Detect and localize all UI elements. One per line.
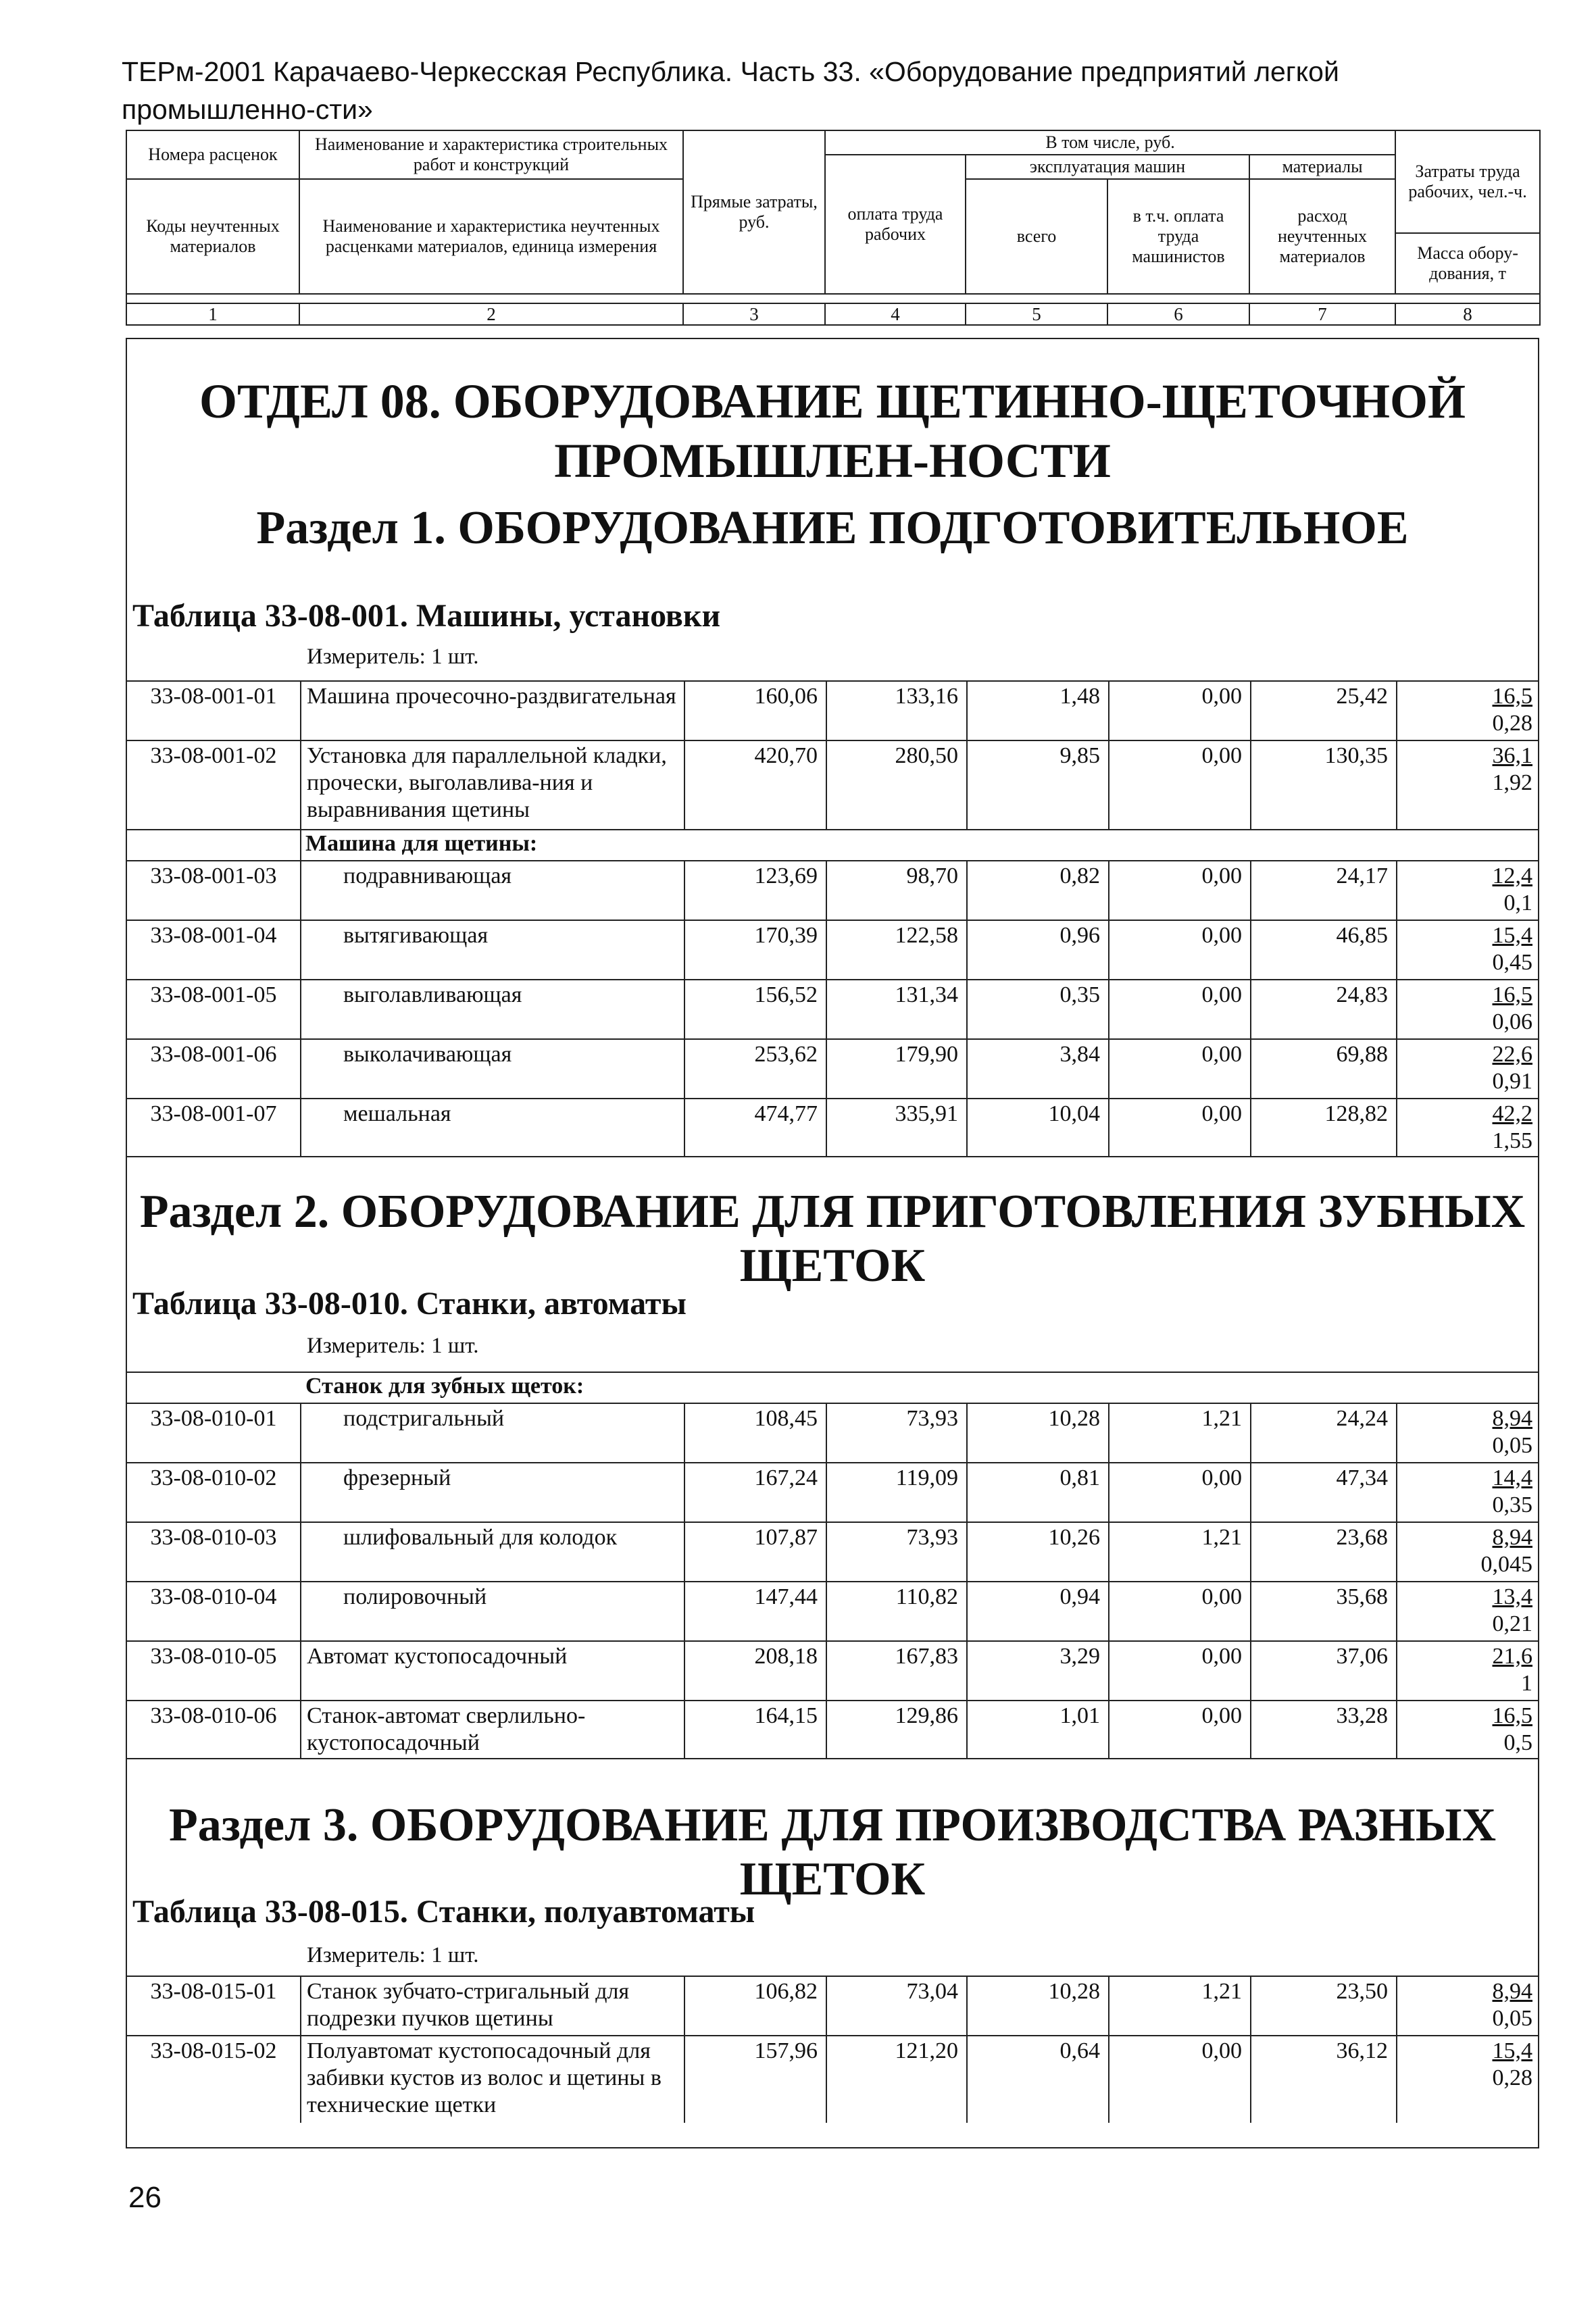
machinist-wages: 0,00 bbox=[1108, 1463, 1250, 1521]
meter-label: Измеритель: 1 шт. bbox=[307, 1943, 479, 1967]
direct-costs: 208,18 bbox=[684, 1642, 826, 1700]
wages: 73,93 bbox=[826, 1404, 966, 1462]
equipment-mass: 0,91 bbox=[1492, 1069, 1532, 1094]
machinist-wages: 0,00 bbox=[1108, 921, 1250, 979]
group-label: Машина для щетины: bbox=[305, 831, 538, 856]
col-number: 4 bbox=[825, 303, 966, 325]
group-divider bbox=[127, 829, 1538, 830]
col-operation: эксплуатация машин bbox=[966, 155, 1249, 179]
col-7: расход неучтенных материалов bbox=[1249, 179, 1395, 294]
equipment-mass: 0,05 bbox=[1492, 2006, 1532, 2031]
materials: 128,82 bbox=[1250, 1099, 1396, 1156]
row-code: 33-08-010-02 bbox=[150, 1465, 277, 1490]
machine-total: 1,48 bbox=[966, 682, 1108, 740]
equipment-mass: 0,28 bbox=[1492, 2065, 1532, 2090]
direct-costs: 157,96 bbox=[684, 2036, 826, 2123]
col-4: оплата труда рабочих bbox=[825, 155, 966, 294]
direct-costs: 474,77 bbox=[684, 1099, 826, 1156]
row-name: выколачивающая bbox=[300, 1040, 684, 1098]
row-code: 33-08-001-01 bbox=[150, 684, 277, 709]
row-name: шлифовальный для колодок bbox=[300, 1523, 684, 1581]
col-number: 1 bbox=[126, 303, 299, 325]
col-materials: материалы bbox=[1249, 155, 1395, 179]
labor-cost: 36,1 bbox=[1492, 743, 1532, 768]
column-divider bbox=[300, 829, 301, 860]
labor-cost: 8,94 bbox=[1492, 1406, 1532, 1431]
labor-mass bbox=[1396, 1642, 1541, 1700]
machinist-wages: 0,00 bbox=[1108, 741, 1250, 829]
materials: 47,34 bbox=[1250, 1463, 1396, 1521]
row-code: 33-08-001-07 bbox=[150, 1101, 277, 1126]
row-name: подравнивающая bbox=[300, 861, 684, 920]
wages: 98,70 bbox=[826, 861, 966, 920]
materials: 69,88 bbox=[1250, 1040, 1396, 1098]
row-name: фрезерный bbox=[300, 1463, 684, 1521]
row-code: 33-08-001-05 bbox=[150, 982, 277, 1007]
wages: 73,93 bbox=[826, 1523, 966, 1581]
machine-total: 9,85 bbox=[966, 741, 1108, 829]
equipment-mass: 0,05 bbox=[1492, 1433, 1532, 1458]
table-row bbox=[127, 1403, 1538, 1462]
wages: 133,16 bbox=[826, 682, 966, 740]
section-title: Раздел 2. ОБОРУДОВАНИЕ ДЛЯ ПРИГОТОВЛЕНИЯ ЗУБНЫХ ЩЕТОК bbox=[139, 1186, 1526, 1292]
materials: 36,12 bbox=[1250, 2036, 1396, 2123]
col-5: всего bbox=[966, 179, 1107, 294]
direct-costs: 420,70 bbox=[684, 741, 826, 829]
machine-total: 0,64 bbox=[966, 2036, 1108, 2123]
row-name: Автомат кустопосадочный bbox=[300, 1642, 684, 1700]
direct-costs: 108,45 bbox=[684, 1404, 826, 1462]
equipment-mass: 0,28 bbox=[1492, 711, 1532, 736]
materials: 23,68 bbox=[1250, 1523, 1396, 1581]
machinist-wages: 1,21 bbox=[1108, 1977, 1250, 2035]
row-name: Полуавтомат кустопосадочный для забивки кустов из волос и щетины в технические щетки bbox=[300, 2036, 684, 2123]
materials: 25,42 bbox=[1250, 682, 1396, 740]
table-header bbox=[126, 130, 1541, 326]
labor-cost: 12,4 bbox=[1492, 863, 1532, 888]
table-title: Таблица 33-08-010. Станки, автоматы bbox=[132, 1286, 687, 1322]
labor-mass bbox=[1396, 1040, 1541, 1098]
row-code: 33-08-010-06 bbox=[150, 1703, 277, 1728]
equipment-mass: 0,1 bbox=[1503, 890, 1532, 915]
equipment-mass: 1,55 bbox=[1492, 1128, 1532, 1153]
machine-total: 0,82 bbox=[966, 861, 1108, 920]
labor-mass bbox=[1396, 1404, 1541, 1462]
direct-costs: 106,82 bbox=[684, 1977, 826, 2035]
table-row bbox=[127, 1581, 1538, 1640]
col-number: 5 bbox=[966, 303, 1107, 325]
wages: 110,82 bbox=[826, 1582, 966, 1640]
page-number: 26 bbox=[128, 2181, 161, 2214]
table-row bbox=[127, 2035, 1538, 2123]
wages: 73,04 bbox=[826, 1977, 966, 2035]
labor-mass bbox=[1396, 1582, 1541, 1640]
row-code: 33-08-001-04 bbox=[150, 923, 277, 948]
equipment-mass: 0,21 bbox=[1492, 1611, 1532, 1636]
row-code: 33-08-010-03 bbox=[150, 1525, 277, 1550]
machine-total: 3,29 bbox=[966, 1642, 1108, 1700]
machinist-wages: 0,00 bbox=[1108, 682, 1250, 740]
machine-total: 10,28 bbox=[966, 1977, 1108, 2035]
direct-costs: 160,06 bbox=[684, 682, 826, 740]
table-row bbox=[127, 680, 1538, 740]
wages: 129,86 bbox=[826, 1701, 966, 1758]
table-row bbox=[127, 740, 1538, 829]
labor-mass bbox=[1396, 980, 1541, 1038]
labor-mass bbox=[1396, 2036, 1541, 2123]
direct-costs: 107,87 bbox=[684, 1523, 826, 1581]
col-number: 3 bbox=[683, 303, 825, 325]
labor-mass bbox=[1396, 741, 1541, 829]
section-title: Раздел 1. ОБОРУДОВАНИЕ ПОДГОТОВИТЕЛЬНОЕ bbox=[256, 502, 1409, 554]
labor-mass bbox=[1396, 1463, 1541, 1521]
materials: 46,85 bbox=[1250, 921, 1396, 979]
wages: 122,58 bbox=[826, 921, 966, 979]
machinist-wages: 0,00 bbox=[1108, 1582, 1250, 1640]
equipment-mass: 1 bbox=[1521, 1671, 1532, 1696]
materials: 35,68 bbox=[1250, 1582, 1396, 1640]
machinist-wages: 1,21 bbox=[1108, 1404, 1250, 1462]
materials: 24,24 bbox=[1250, 1404, 1396, 1462]
labor-mass bbox=[1396, 921, 1541, 979]
group-label: Станок для зубных щеток: bbox=[305, 1374, 584, 1399]
row-code: 33-08-001-03 bbox=[150, 863, 277, 888]
direct-costs: 156,52 bbox=[684, 980, 826, 1038]
col-2-bottom: Наименование и характеристика неучтенных расценками материалов, единица измерения bbox=[299, 179, 683, 294]
table-row bbox=[127, 979, 1538, 1038]
table-row bbox=[127, 1700, 1538, 1759]
table-title: Таблица 33-08-015. Станки, полуавтоматы bbox=[132, 1894, 755, 1930]
row-name: мешальная bbox=[300, 1099, 684, 1156]
equipment-mass: 0,45 bbox=[1492, 950, 1532, 975]
row-name: Станок зубчато-стригальный для подрезки пучков щетины bbox=[300, 1977, 684, 2035]
wages: 131,34 bbox=[826, 980, 966, 1038]
labor-mass bbox=[1396, 1701, 1541, 1758]
table-row bbox=[127, 860, 1538, 920]
table-title: Таблица 33-08-001. Машины, установки bbox=[132, 598, 721, 634]
machine-total: 1,01 bbox=[966, 1701, 1108, 1758]
col-1-bottom: Коды неучтенных материалов bbox=[126, 179, 299, 294]
machinist-wages: 0,00 bbox=[1108, 1701, 1250, 1758]
main-content bbox=[126, 338, 1539, 2148]
machine-total: 0,94 bbox=[966, 1582, 1108, 1640]
row-name: вытягивающая bbox=[300, 921, 684, 979]
col-8-top: Затраты труда рабочих, чел.-ч. bbox=[1395, 130, 1540, 233]
row-code: 33-08-010-04 bbox=[150, 1584, 277, 1609]
labor-mass bbox=[1396, 1977, 1541, 2035]
labor-cost: 42,2 bbox=[1492, 1101, 1532, 1126]
direct-costs: 170,39 bbox=[684, 921, 826, 979]
labor-cost: 14,4 bbox=[1492, 1465, 1532, 1490]
table-row bbox=[127, 1976, 1538, 2035]
machine-total: 10,04 bbox=[966, 1099, 1108, 1156]
materials: 37,06 bbox=[1250, 1642, 1396, 1700]
meter-label: Измеритель: 1 шт. bbox=[307, 1334, 479, 1358]
materials: 24,83 bbox=[1250, 980, 1396, 1038]
table-row bbox=[127, 1038, 1538, 1098]
equipment-mass: 0,045 bbox=[1480, 1552, 1532, 1577]
labor-cost: 22,6 bbox=[1492, 1042, 1532, 1067]
table-row bbox=[127, 1640, 1538, 1700]
col-number: 2 bbox=[299, 303, 683, 325]
department-title: ОТДЕЛ 08. ОБОРУДОВАНИЕ ЩЕТИННО-ЩЕТОЧНОЙ ПРОМЫШЛЕН-НОСТИ bbox=[199, 374, 1466, 488]
col-number: 7 bbox=[1249, 303, 1395, 325]
table-row bbox=[127, 920, 1538, 979]
col-number: 8 bbox=[1395, 303, 1540, 325]
materials: 23,50 bbox=[1250, 1977, 1396, 2035]
labor-cost: 15,4 bbox=[1492, 923, 1532, 948]
direct-costs: 123,69 bbox=[684, 861, 826, 920]
col-in-that: В том числе, руб. bbox=[825, 130, 1395, 155]
col-8-bottom: Масса обору-дования, т bbox=[1395, 233, 1540, 294]
table-row bbox=[127, 1521, 1538, 1581]
materials: 33,28 bbox=[1250, 1701, 1396, 1758]
machine-total: 0,81 bbox=[966, 1463, 1108, 1521]
equipment-mass: 0,35 bbox=[1492, 1492, 1532, 1517]
row-code: 33-08-010-05 bbox=[150, 1644, 277, 1669]
equipment-mass: 0,06 bbox=[1492, 1009, 1532, 1034]
labor-mass bbox=[1396, 1099, 1541, 1156]
machinist-wages: 0,00 bbox=[1108, 1099, 1250, 1156]
machinist-wages: 0,00 bbox=[1108, 2036, 1250, 2123]
machine-total: 10,26 bbox=[966, 1523, 1108, 1581]
row-code: 33-08-001-06 bbox=[150, 1042, 277, 1067]
wages: 121,20 bbox=[826, 2036, 966, 2123]
row-code: 33-08-015-02 bbox=[150, 2038, 277, 2063]
row-name: полировочный bbox=[300, 1582, 684, 1640]
machinist-wages: 0,00 bbox=[1108, 1642, 1250, 1700]
equipment-mass: 1,92 bbox=[1492, 770, 1532, 795]
labor-cost: 16,5 bbox=[1492, 1703, 1532, 1728]
machine-total: 0,35 bbox=[966, 980, 1108, 1038]
wages: 179,90 bbox=[826, 1040, 966, 1098]
col-number: 6 bbox=[1107, 303, 1249, 325]
labor-mass bbox=[1396, 682, 1541, 740]
direct-costs: 253,62 bbox=[684, 1040, 826, 1098]
labor-cost: 13,4 bbox=[1492, 1584, 1532, 1609]
labor-cost: 21,6 bbox=[1492, 1644, 1532, 1669]
section-title: Раздел 3. ОБОРУДОВАНИЕ ДЛЯ ПРОИЗВОДСТВА РАЗНЫХ ЩЕТОК bbox=[168, 1799, 1497, 1905]
table-row bbox=[127, 1462, 1538, 1521]
table-row bbox=[127, 1098, 1538, 1157]
equipment-mass: 0,5 bbox=[1503, 1730, 1532, 1755]
wages: 167,83 bbox=[826, 1642, 966, 1700]
labor-cost: 8,94 bbox=[1492, 1525, 1532, 1550]
row-name: Установка для параллельной кладки, прочески, выголавлива-ния и выравнивания щетины bbox=[300, 741, 684, 829]
materials: 24,17 bbox=[1250, 861, 1396, 920]
col-6: в т.ч. оплата труда машинистов bbox=[1107, 179, 1249, 294]
wages: 335,91 bbox=[826, 1099, 966, 1156]
direct-costs: 147,44 bbox=[684, 1582, 826, 1640]
row-name: подстригальный bbox=[300, 1404, 684, 1462]
row-name: Станок-автомат сверлильно-кустопосадочный bbox=[300, 1701, 684, 1758]
row-name: выголавливающая bbox=[300, 980, 684, 1038]
machine-total: 3,84 bbox=[966, 1040, 1108, 1098]
col-1-top: Номера расценок bbox=[126, 130, 299, 179]
materials: 130,35 bbox=[1250, 741, 1396, 829]
machinist-wages: 0,00 bbox=[1108, 1040, 1250, 1098]
page-header: ТЕРм-2001 Карачаево-Черкесская Республика. Часть 33. «Оборудование предприятий легкой промышленно-сти» bbox=[122, 56, 1339, 125]
labor-mass bbox=[1396, 861, 1541, 920]
col-3: Прямые затраты, руб. bbox=[683, 130, 825, 294]
row-code: 33-08-010-01 bbox=[150, 1406, 277, 1431]
wages: 119,09 bbox=[826, 1463, 966, 1521]
row-code: 33-08-001-02 bbox=[150, 743, 277, 768]
labor-cost: 16,5 bbox=[1492, 982, 1532, 1007]
col-2-top: Наименование и характеристика строительных работ и конструкций bbox=[299, 130, 683, 179]
labor-cost: 16,5 bbox=[1492, 684, 1532, 709]
labor-cost: 8,94 bbox=[1492, 1979, 1532, 2004]
group-divider bbox=[127, 1372, 1538, 1373]
machinist-wages: 1,21 bbox=[1108, 1523, 1250, 1581]
labor-cost: 15,4 bbox=[1492, 2038, 1532, 2063]
machinist-wages: 0,00 bbox=[1108, 980, 1250, 1038]
machinist-wages: 0,00 bbox=[1108, 861, 1250, 920]
wages: 280,50 bbox=[826, 741, 966, 829]
direct-costs: 164,15 bbox=[684, 1701, 826, 1758]
machine-total: 0,96 bbox=[966, 921, 1108, 979]
row-code: 33-08-015-01 bbox=[150, 1979, 277, 2004]
machine-total: 10,28 bbox=[966, 1404, 1108, 1462]
labor-mass bbox=[1396, 1523, 1541, 1581]
row-name: Машина прочесочно-раздвигательная bbox=[300, 682, 684, 740]
direct-costs: 167,24 bbox=[684, 1463, 826, 1521]
meter-label: Измеритель: 1 шт. bbox=[307, 645, 479, 669]
